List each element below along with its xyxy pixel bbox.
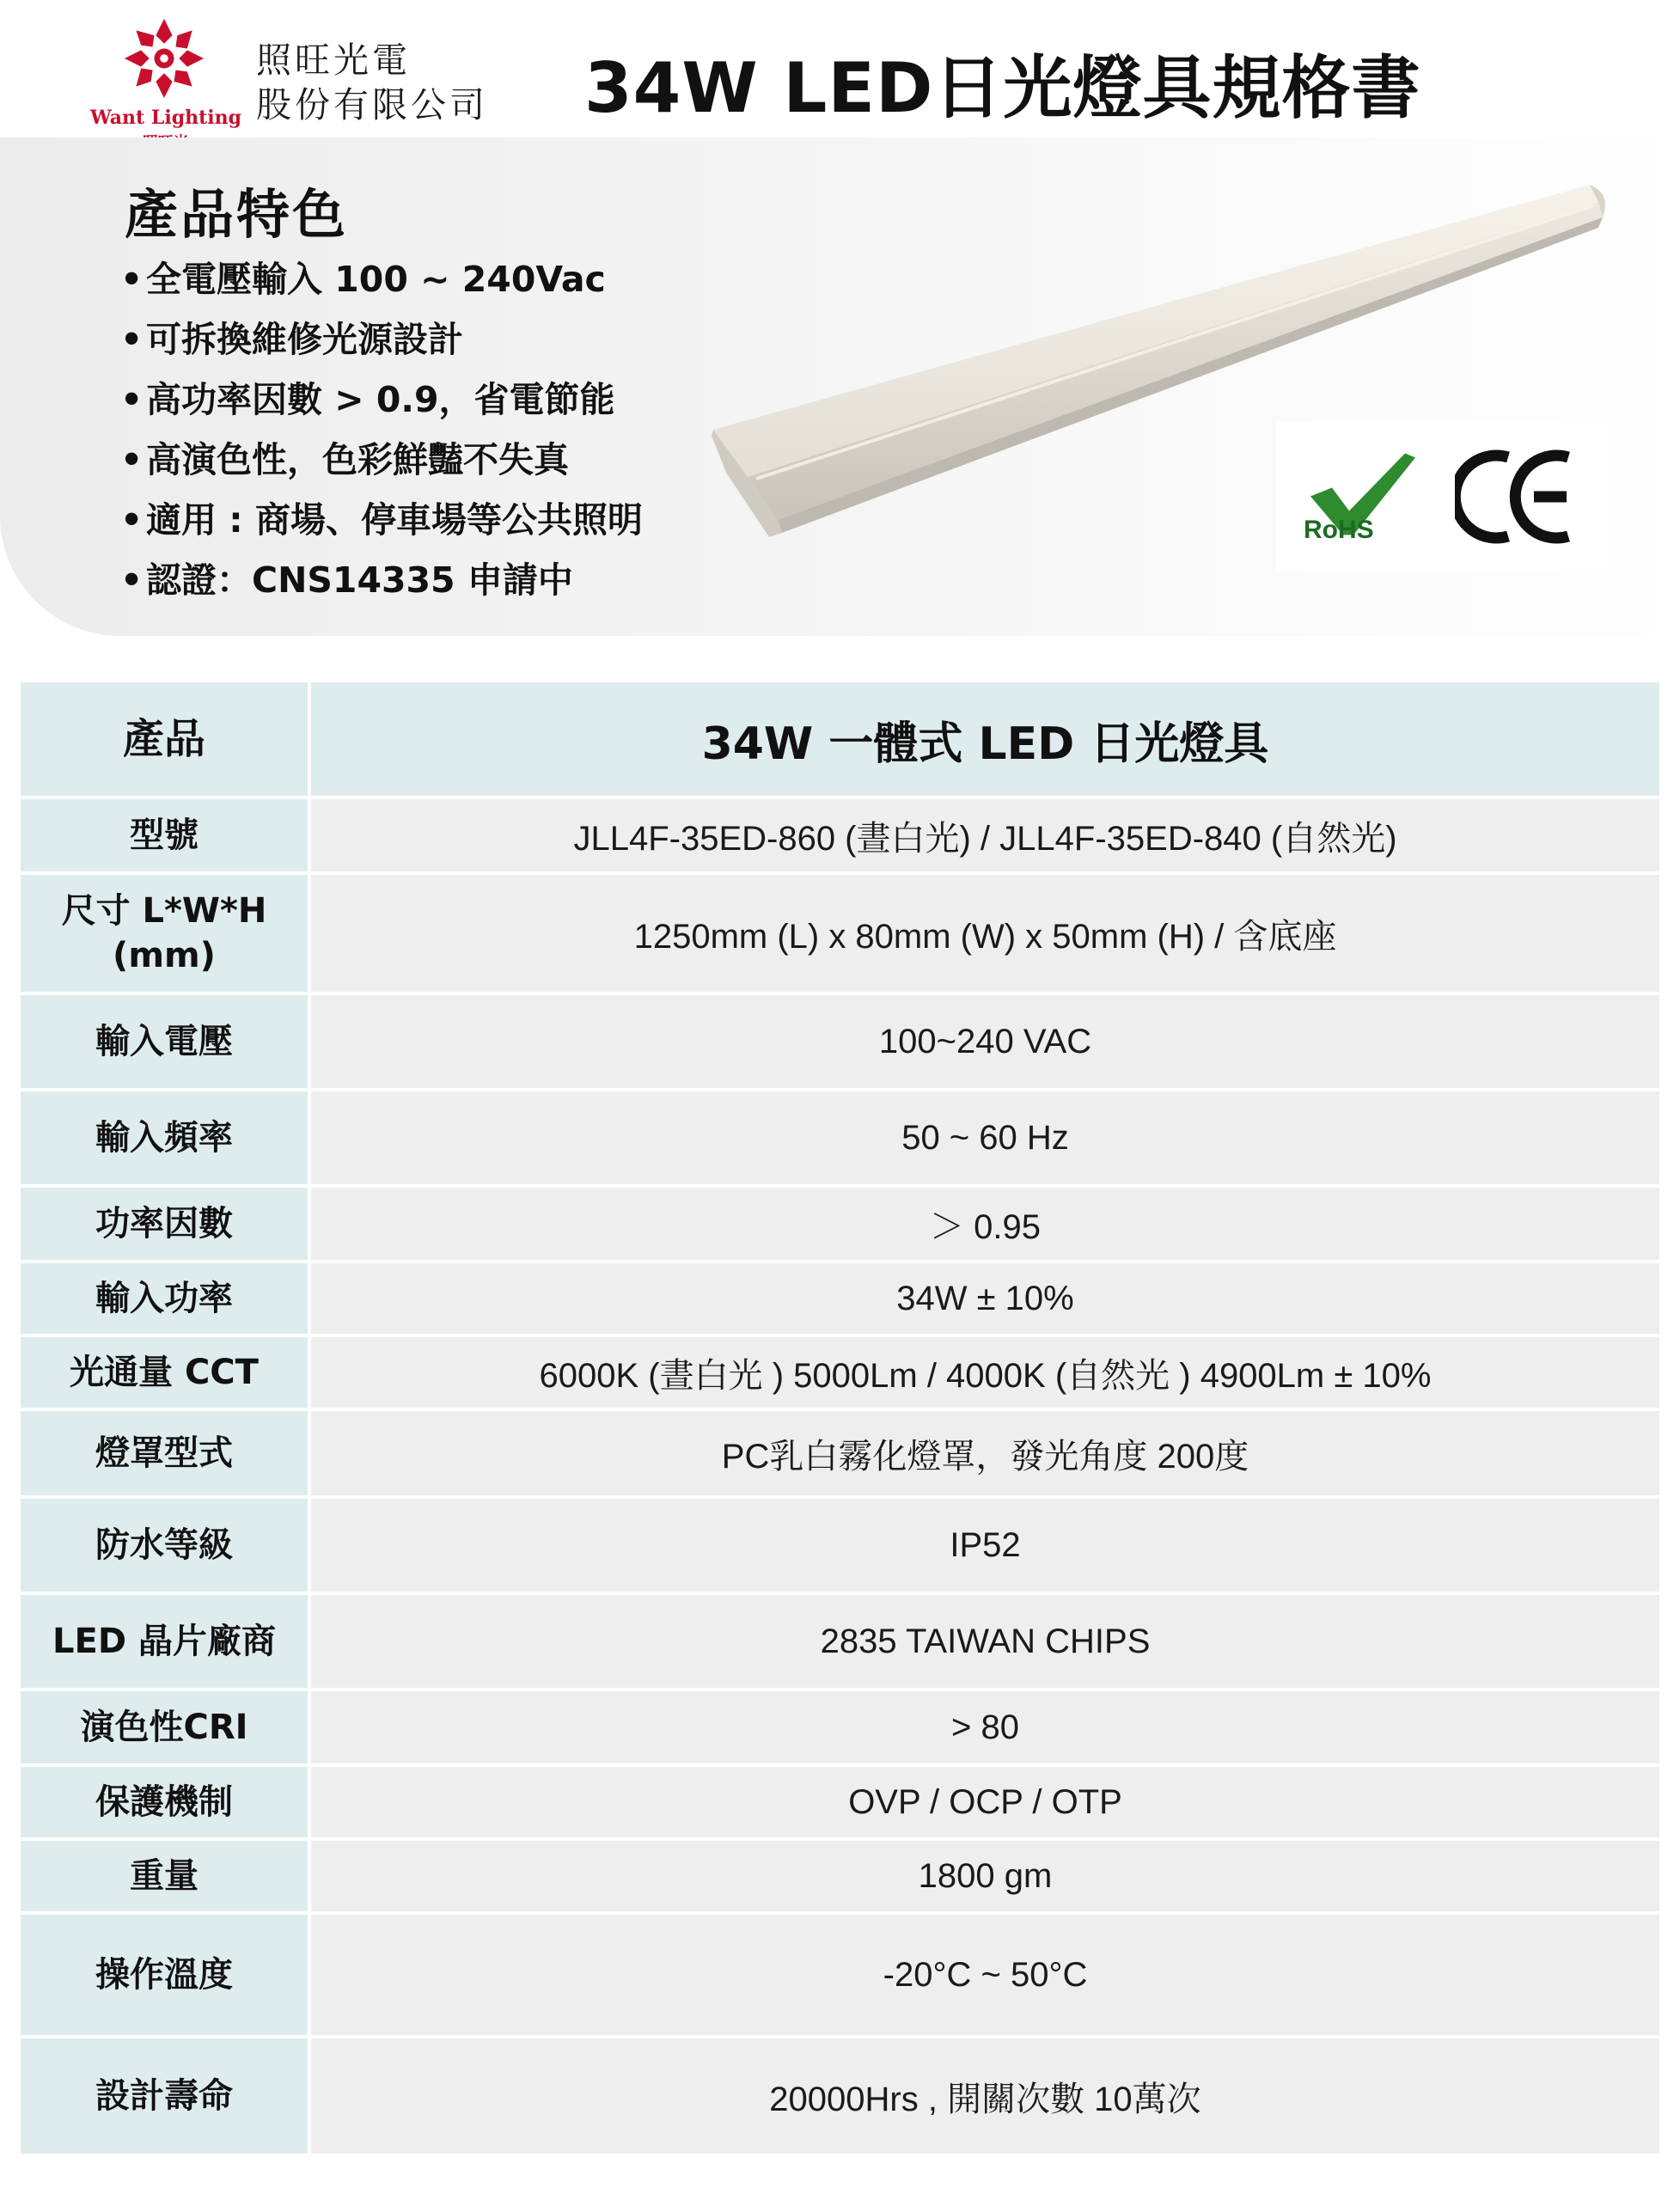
row-value: IP52: [309, 1497, 1661, 1593]
table-row: [19, 1262, 1661, 1335]
row-value: PC乳白霧化燈罩，發光角度 200度: [309, 1409, 1661, 1497]
bullet-icon: •: [120, 259, 144, 300]
feature-item: [120, 430, 643, 490]
row-label: 輸入功率: [19, 1262, 309, 1335]
ce-mark-icon: [1455, 445, 1575, 548]
logo-flower-icon: [123, 17, 205, 100]
feature-item-text: 可拆換維修光源設計: [146, 319, 463, 360]
feature-list: [120, 249, 643, 610]
row-label: 型號: [19, 798, 309, 873]
company-name: [256, 38, 488, 127]
table-header-value: 34W 一體式 LED 日光燈具: [309, 681, 1661, 798]
row-label: 功率因數: [19, 1186, 309, 1262]
row-label: 防水等級: [19, 1497, 309, 1593]
row-label: 演色性CRI: [19, 1690, 309, 1765]
row-value: 1800 gm: [309, 1839, 1661, 1913]
spec-table: [17, 679, 1663, 2157]
feature-item: [120, 490, 643, 550]
feature-item-text: 高功率因數 > 0.9，省電節能: [146, 379, 615, 420]
table-row: [19, 2037, 1661, 2155]
led-lamp-product-image: [687, 168, 1616, 649]
table-row: [19, 1593, 1661, 1690]
table-row: [19, 1335, 1661, 1409]
table-row: [19, 993, 1661, 1090]
row-value: > 80: [309, 1690, 1661, 1765]
company-name-line1: 照旺光電: [256, 40, 411, 81]
table-header-row: [19, 681, 1661, 798]
company-name-line2: 股份有限公司: [256, 84, 488, 125]
feature-item: [120, 550, 643, 610]
logo-text-english: Want Lighting: [90, 107, 241, 129]
table-row: [19, 1090, 1661, 1186]
row-label: 輸入頻率: [19, 1090, 309, 1186]
table-header-label: 產品: [19, 681, 309, 798]
feature-item-text: 適用 : 商場、停車場等公共照明: [146, 499, 643, 541]
feature-item: [120, 370, 643, 430]
row-label: 重量: [19, 1839, 309, 1913]
row-value: -20°C ~ 50°C: [309, 1913, 1661, 2037]
row-value: OVP / OCP / OTP: [309, 1765, 1661, 1839]
row-label: 設計壽命: [19, 2037, 309, 2155]
bullet-icon: •: [120, 379, 144, 420]
table-row: [19, 1690, 1661, 1765]
row-value: 6000K (晝白光 ) 5000Lm / 4000K (自然光 ) 4900Lm ± 10%: [309, 1335, 1661, 1409]
row-value: 100~240 VAC: [309, 993, 1661, 1090]
table-row: [19, 1839, 1661, 1913]
row-label: 尺寸 L*W*H (mm): [19, 873, 309, 993]
row-label: 燈罩型式: [19, 1409, 309, 1497]
row-value: 1250mm (L) x 80mm (W) x 50mm (H) / 含底座: [309, 873, 1661, 993]
bullet-icon: •: [120, 439, 144, 480]
bullet-icon: •: [120, 319, 144, 360]
feature-item: [120, 249, 643, 309]
row-label: 光通量 CCT: [19, 1335, 309, 1409]
table-row: [19, 1497, 1661, 1593]
row-value: 50 ~ 60 Hz: [309, 1090, 1661, 1186]
table-row: [19, 1765, 1661, 1839]
table-row: [19, 1409, 1661, 1497]
table-row: [19, 1186, 1661, 1262]
row-value: 34W ± 10%: [309, 1262, 1661, 1335]
feature-item: [120, 309, 643, 370]
feature-item-text: 高演色性，色彩鮮豔不失真: [146, 439, 569, 480]
row-label: 操作溫度: [19, 1913, 309, 2037]
row-label: LED 晶片廠商: [19, 1593, 309, 1690]
table-row: [19, 1913, 1661, 2037]
feature-item-text: 認證：CNS14335 申請中: [146, 559, 573, 601]
bullet-icon: •: [120, 559, 144, 601]
table-row: [19, 873, 1661, 993]
row-label: 保護機制: [19, 1765, 309, 1839]
feature-item-text: 全電壓輸入 100 ~ 240Vac: [146, 259, 606, 300]
document-title: 34W LED日光燈具規格書: [584, 48, 1421, 128]
certification-badges: [1276, 421, 1607, 571]
row-value: 2835 TAIWAN CHIPS: [309, 1593, 1661, 1690]
feature-heading: 產品特色: [125, 183, 349, 246]
bullet-icon: •: [120, 499, 144, 541]
row-value: ＞ 0.95: [309, 1186, 1661, 1262]
company-logo: [90, 17, 241, 155]
rohs-label: RoHS: [1304, 516, 1374, 544]
row-label: 輸入電壓: [19, 993, 309, 1090]
row-value: JLL4F-35ED-860 (晝白光) / JLL4F-35ED-840 (自然光): [309, 798, 1661, 873]
table-row: [19, 798, 1661, 873]
row-value: 20000Hrs , 開關次數 10萬次: [309, 2037, 1661, 2155]
